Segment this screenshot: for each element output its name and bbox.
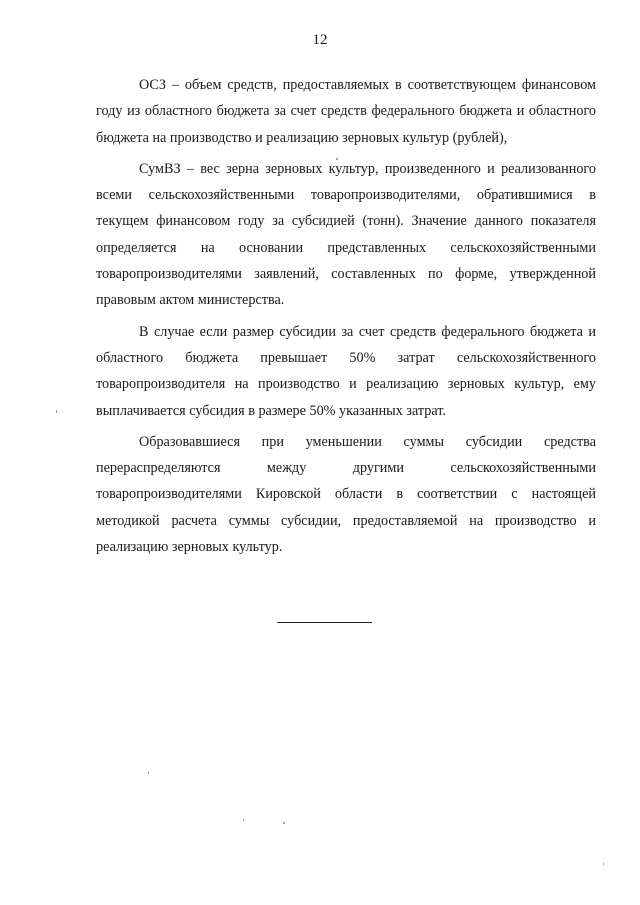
paragraph-redistribution: Образовавшиеся при уменьшении суммы субсидии средства перераспределяются между другими сельскохозяйственными товаропроизводителями Кировской области в соответствии с настоящей методикой расчета суммы субсидии, предоставляемой на производство и реализацию зерновых культур. bbox=[96, 433, 596, 556]
closing-divider-line bbox=[277, 622, 372, 623]
scan-speck bbox=[283, 822, 285, 824]
paragraph-sumvz-definition: СумВЗ – вес зерна зерновых культур, произведенного и реализованного всеми сельскохозяйственными товаропроизводителями, обратившимися в текущем финансовом году за субсидией (тонн). Значение данного показателя определяется на основании представленных сельскохозяйственными товаропроизводителями заявлений, составленных по форме, утвержденной правовым актом министерства. bbox=[96, 160, 596, 309]
scan-speck bbox=[603, 863, 604, 865]
paragraph-osz-definition: ОСЗ – объем средств, предоставляемых в соответствующем финансовом году из областного бюджета за счет средств федерального бюджета и областного бюджета на производство и реализацию зерновых культур (рублей), bbox=[96, 77, 596, 146]
scan-speck bbox=[336, 158, 338, 160]
paragraph-subsidy-limit: В случае если размер субсидии за счет средств федерального бюджета и областного бюджета превышает 50% затрат сельскохозяйственного товаропроизводителя на производство и реализацию зерновых культур, ему выплачивается субсидия в размере 50% указанных затрат. bbox=[96, 323, 596, 419]
scan-speck bbox=[243, 819, 244, 821]
page-number: 12 bbox=[312, 32, 328, 48]
scan-speck bbox=[56, 410, 57, 413]
document-body bbox=[96, 72, 596, 565]
scan-speck bbox=[148, 772, 149, 774]
